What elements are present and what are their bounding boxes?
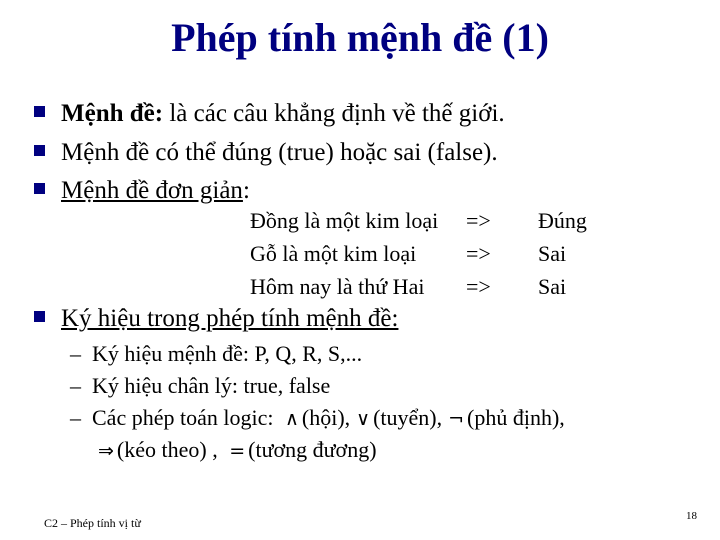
definition-text: là các câu khẳng định về thế giới.: [163, 100, 505, 127]
notation-text: Ký hiệu trong phép tính mệnh đề:: [61, 305, 399, 332]
square-bullet-icon: [34, 106, 45, 117]
term-label: Mệnh đề:: [61, 100, 164, 127]
dash-marker: –: [70, 405, 81, 430]
footer-chapter: C2 – Phép tính vị từ: [44, 516, 141, 530]
example-arrow: =>: [466, 274, 491, 299]
not-label: (phủ định),: [467, 405, 565, 430]
operators-prefix: Các phép toán logic:: [92, 405, 279, 430]
square-bullet-icon: [34, 145, 45, 156]
sub-item: [70, 341, 565, 373]
and-symbol-icon: ∧: [284, 408, 299, 430]
simple-propositions-text: Mệnh đề đơn giản: [61, 177, 243, 204]
bullet-definition: [34, 100, 505, 128]
and-label: (hội),: [301, 405, 351, 430]
or-symbol-icon: ∨: [356, 408, 371, 430]
simple-propositions-colon: :: [242, 177, 250, 204]
example-arrow: =>: [466, 241, 491, 266]
dash-marker: –: [70, 373, 81, 398]
sub-item-operators-continued: [70, 437, 565, 469]
equiv-label: (tương đương): [248, 437, 377, 462]
sub-item: [70, 373, 565, 405]
sub-item-operators: [70, 405, 565, 437]
truth-values-text: Mệnh đề có thể đúng (true) hoặc sai (false).: [61, 139, 498, 166]
example-value: Sai: [538, 241, 567, 266]
square-bullet-icon: [34, 311, 45, 322]
dash-marker: –: [70, 341, 81, 366]
example-statement: Đồng là một kim loại: [250, 208, 439, 233]
not-symbol-icon: ¬: [448, 408, 465, 430]
equiv-symbol-icon: =: [229, 440, 246, 462]
sub-item-text: Ký hiệu chân lý: true, false: [92, 373, 331, 398]
bullet-simple-propositions: [34, 177, 250, 205]
square-bullet-icon: [34, 183, 45, 194]
bullet-notation: [34, 305, 398, 333]
or-label: (tuyển),: [373, 405, 443, 430]
slide-title: Phép tính mệnh đề (1): [171, 15, 549, 60]
sub-item-text: Ký hiệu mệnh đề: P, Q, R, S,...: [92, 341, 363, 366]
example-arrow: =>: [466, 208, 491, 233]
example-value: Sai: [538, 274, 567, 299]
example-statement: Hôm nay là thứ Hai: [250, 274, 425, 299]
example-statement: Gỗ là một kim loại: [250, 241, 417, 266]
implies-label: (kéo theo) ,: [116, 437, 224, 462]
bullet-truth-values: [34, 139, 498, 167]
page-number: 18: [686, 510, 697, 522]
notation-sub-list: [70, 341, 565, 469]
implies-symbol-icon: ⇒: [98, 440, 114, 462]
example-value: Đúng: [538, 208, 587, 233]
